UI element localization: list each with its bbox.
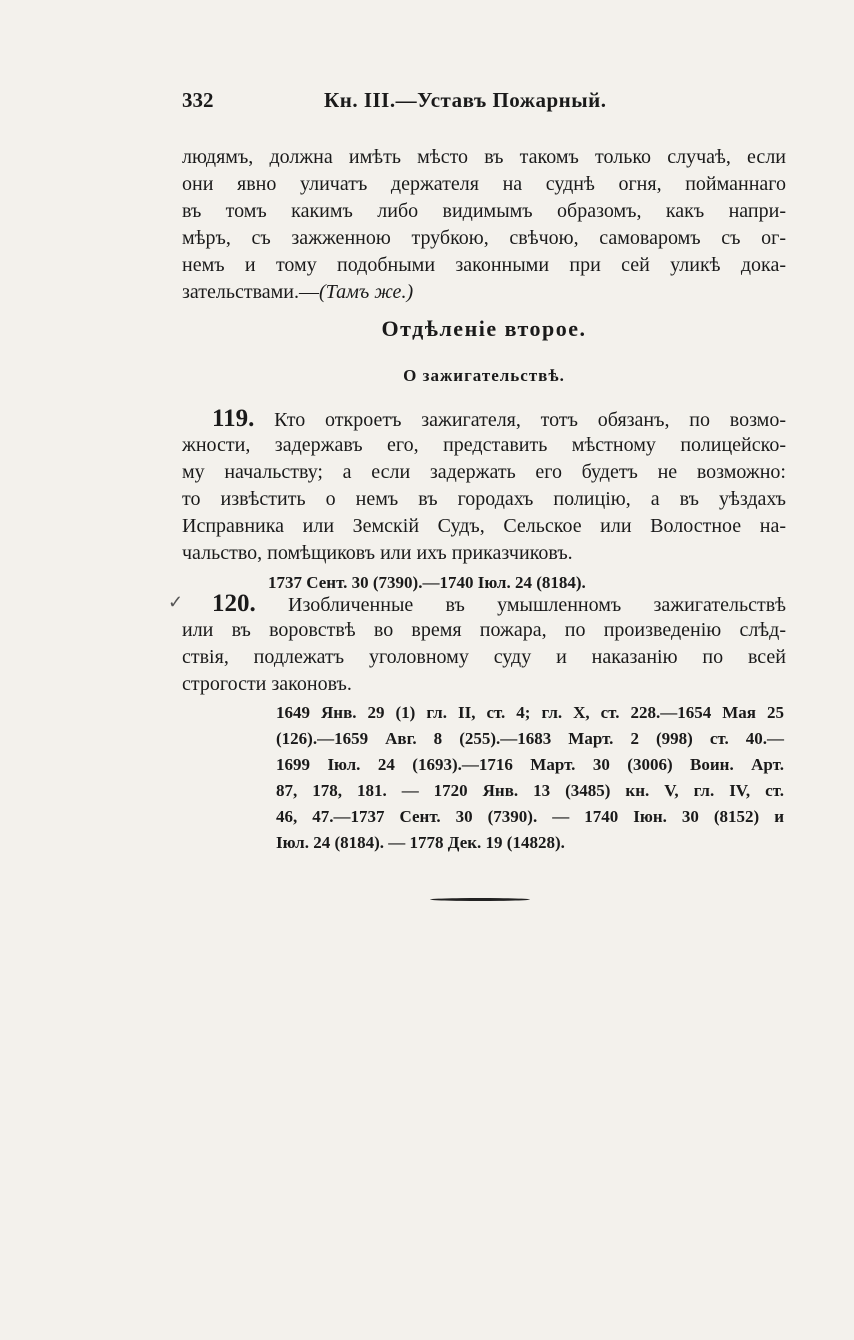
citation-line: 1699 Іюл. 24 (1693).—1716 Март. 30 (3006) Воин. Арт. bbox=[276, 755, 784, 774]
source-reference: (Тамъ же.) bbox=[319, 281, 414, 303]
citation-line: 87, 178, 181. — 1720 Янв. 13 (3485) кн. V, гл. IV, ст. bbox=[276, 781, 784, 800]
text-line: Исправника или Земскій Судъ, Сельское или Волостное на- bbox=[182, 515, 786, 537]
section-title: Отдѣленіе второе. bbox=[381, 316, 587, 341]
article-number: 120. bbox=[212, 590, 256, 617]
running-title: Кн. III.—Уставъ Пожарный. bbox=[324, 88, 607, 112]
text-line: чальство, помѣщиковъ или ихъ приказчиковъ. bbox=[182, 542, 573, 564]
text-line: ствія, подлежатъ уголовному суду и наказанію по всей bbox=[182, 646, 786, 668]
text-line: или въ воровствѣ во время пожара, по произведенію слѣд- bbox=[182, 619, 786, 641]
text-fragment: Кто откроетъ зажигателя, тотъ обязанъ, по возмо- bbox=[274, 409, 786, 431]
checkmark-icon: ✓ bbox=[168, 592, 184, 612]
citation: 1737 Сент. 30 (7390).—1740 Іюл. 24 (8184). bbox=[268, 573, 586, 592]
text-line: строгости законовъ. bbox=[182, 673, 352, 695]
page-number: 332 bbox=[182, 88, 214, 112]
citation-line: 1649 Янв. 29 (1) гл. II, ст. 4; гл. X, ст. 228.—1654 Мая 25 bbox=[276, 703, 784, 722]
text-fragment: зательствами.— bbox=[182, 281, 320, 303]
citations-120 bbox=[276, 700, 784, 856]
text-line bbox=[182, 405, 786, 432]
text-fragment: Изобличенные въ умышленномъ зажигательствѣ bbox=[288, 594, 786, 616]
end-rule-divider bbox=[430, 898, 530, 901]
citation-line: (126).—1659 Авг. 8 (255).—1683 Март. 2 (998) ст. 40.— bbox=[276, 729, 784, 748]
text-line bbox=[182, 590, 786, 617]
text-line: жности, задержавъ его, представить мѣстному полицейско- bbox=[182, 434, 786, 456]
text-line: людямъ, должна имѣть мѣсто въ такомъ только случаѣ, если bbox=[182, 146, 786, 168]
text-line: му начальству; а если задержать его будетъ не возможно: bbox=[182, 461, 786, 483]
page-header bbox=[182, 88, 786, 116]
intro-paragraph bbox=[182, 144, 786, 306]
text-line: въ томъ какимъ либо видимымъ образомъ, какъ напри- bbox=[182, 200, 786, 222]
text-line: мѣръ, съ зажженною трубкою, свѣчою, самоваромъ съ ог- bbox=[182, 227, 786, 249]
citation-line: Іюл. 24 (8184). — 1778 Дек. 19 (14828). bbox=[276, 833, 565, 852]
article-119 bbox=[182, 405, 786, 567]
text-line bbox=[182, 279, 786, 306]
article-number: 119. bbox=[212, 405, 255, 432]
text-line: они явно уличатъ держателя на суднѣ огня, пойманнаго bbox=[182, 173, 786, 195]
section-subtitle: О зажигательствѣ. bbox=[403, 366, 565, 385]
article-120 bbox=[182, 590, 786, 698]
text-line: то извѣстить о немъ въ городахъ полицію, а въ уѣздахъ bbox=[182, 488, 786, 510]
text-line: немъ и тому подобными законными при сей уликѣ дока- bbox=[182, 254, 786, 276]
citation-line: 46, 47.—1737 Сент. 30 (7390). — 1740 Іюн. 30 (8152) и bbox=[276, 807, 784, 826]
